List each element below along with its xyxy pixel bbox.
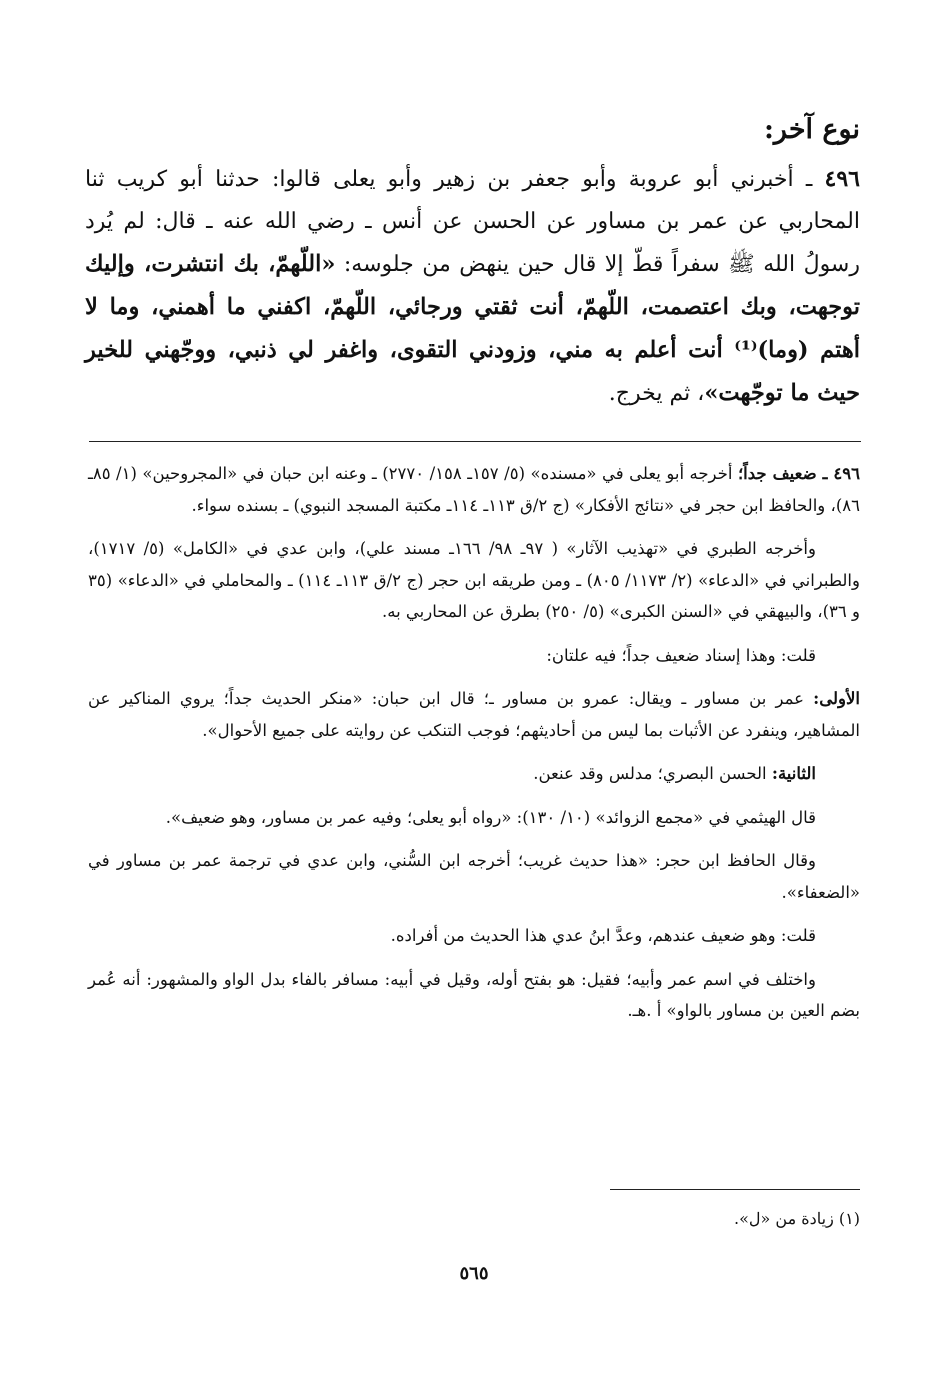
note-hadith-number: ٤٩٦ — [833, 464, 860, 483]
main-text-block — [85, 112, 860, 415]
hadith-number: ٤٩٦ — [824, 166, 860, 192]
footnote-separator-line — [610, 1189, 860, 1190]
note-grade: ـ ضعيف جداً؛ — [737, 464, 834, 483]
note-paragraph-9: واختلف في اسم عمر وأبيه؛ فقيل: هو بفتح أوله، وقيل في أبيه: مسافر بالفاء بدل الواو والمشهور: أنه عُمر بضم العين بن مساور بالواو» أ .هـ. — [88, 969, 860, 1020]
footnote: (١) زيادة من «ل». — [734, 1209, 860, 1228]
note-paragraph-8: قلت: وهو ضعيف عندهم، وعدَّ ابنُ عدي هذا الحديث من أفراده. — [390, 926, 816, 945]
page-number: ٥٦٥ — [459, 1263, 489, 1284]
note-first-defect-text: عمر بن مساور ـ ويقال: عمرو بن مساور ـ؛ قال ابن حبان: «منكر الحديث جداً؛ يروي المناكير عن المشاهير، وينفرد عن الأثبات بما ليس من أحاديثهم؛ فوجب التنكب عن روايته على جميع الأحوال». — [88, 689, 860, 740]
note-paragraph-4 — [88, 683, 860, 746]
section-heading: نوع آخر: — [763, 114, 860, 145]
hadith-outro: ، ثم يخرج. — [608, 381, 705, 406]
note-takhrij: أخرجه أبو يعلى في «مسنده» (٥/ ١٥٧ـ ١٥٨/ ٢٧٧٠) ـ وعنه ابن حبان في «المجروحين» (١/ ٨٥ـ ٨٦)، والحافظ ابن حجر في «نتائج الأفكار» (ج ٢/ق ١١٣ـ ١١٤ـ مكتبة المسجد النبوي) ـ بسنده سواء. — [88, 464, 860, 515]
commentary-block — [88, 458, 860, 1039]
note-paragraph-3: قلت: وهذا إسناد ضعيف جداً؛ فيه علتان: — [546, 645, 816, 665]
hadith-isnad: ـ أخبرني أبو عروبة وأبو جعفر بن زهير وأبو يعلى قالوا: حدثنا أبو كريب ثنا المحاربي عن عمر بن مساور عن الحسن عن أنس ـ رضي الله عنه ـ قال: لم يُرد رسولُ الله ﷺ سفراً قطّ إلا قال حين ينهض من جلوسه: — [85, 167, 860, 277]
note-first-defect-label: الأولى: — [813, 689, 860, 708]
note-second-defect-text: الحسن البصري؛ مدلس وقد عنعن. — [533, 764, 772, 783]
note-paragraph-1 — [88, 458, 860, 521]
hadith-paragraph — [85, 158, 860, 415]
note-paragraph-5 — [88, 758, 860, 790]
hadith-dua: «اللّهمّ، بك انتشرت، وإليك توجهت، وبك اعتصمت، اللّهمّ، أنت ثقتي ورجائي، اللّهمّ، اكفني ما أهمني، وما لا أهتم (وما)⁽¹⁾ أنت أعلم به مني، وزودني التقوى، واغفر لي ذنبي، ووجّهني للخير حيث ما توجّهت» — [85, 251, 861, 406]
note-paragraph-2: وأخرجه الطبري في «تهذيب الآثار» ( ٩٧ـ ٩٨/ ١٦٦ـ مسند علي)، وابن عدي في «الكامل» (٥/ ١٧١٧)، والطبراني في «الدعاء» (٢/ ١١٧٣/ ٨٠٥) ـ ومن طريقه ابن حجر (ج ٢/ق ١١٣ـ ١١٤) ـ والمحاملي في «الدعاء» (٣٥ و ٣٦)، والبيهقي في «السنن الكبرى» (٥/ ٢٥٠) بطرق عن المحاربي به. — [88, 539, 860, 621]
note-second-defect-label: الثانية: — [771, 764, 816, 783]
note-paragraph-6: قال الهيثمي في «مجمع الزوائد» (١٠/ ١٣٠): «رواه أبو يعلى؛ وفيه عمر بن مساور، وهو ضعيف». — [165, 807, 816, 827]
note-paragraph-7: وقال الحافظ ابن حجر: «هذا حديث غريب؛ أخرجه ابن السُّني، وابن عدي في ترجمة عمر بن مساور في «الضعفاء». — [88, 851, 860, 902]
main-separator-line — [89, 441, 861, 442]
